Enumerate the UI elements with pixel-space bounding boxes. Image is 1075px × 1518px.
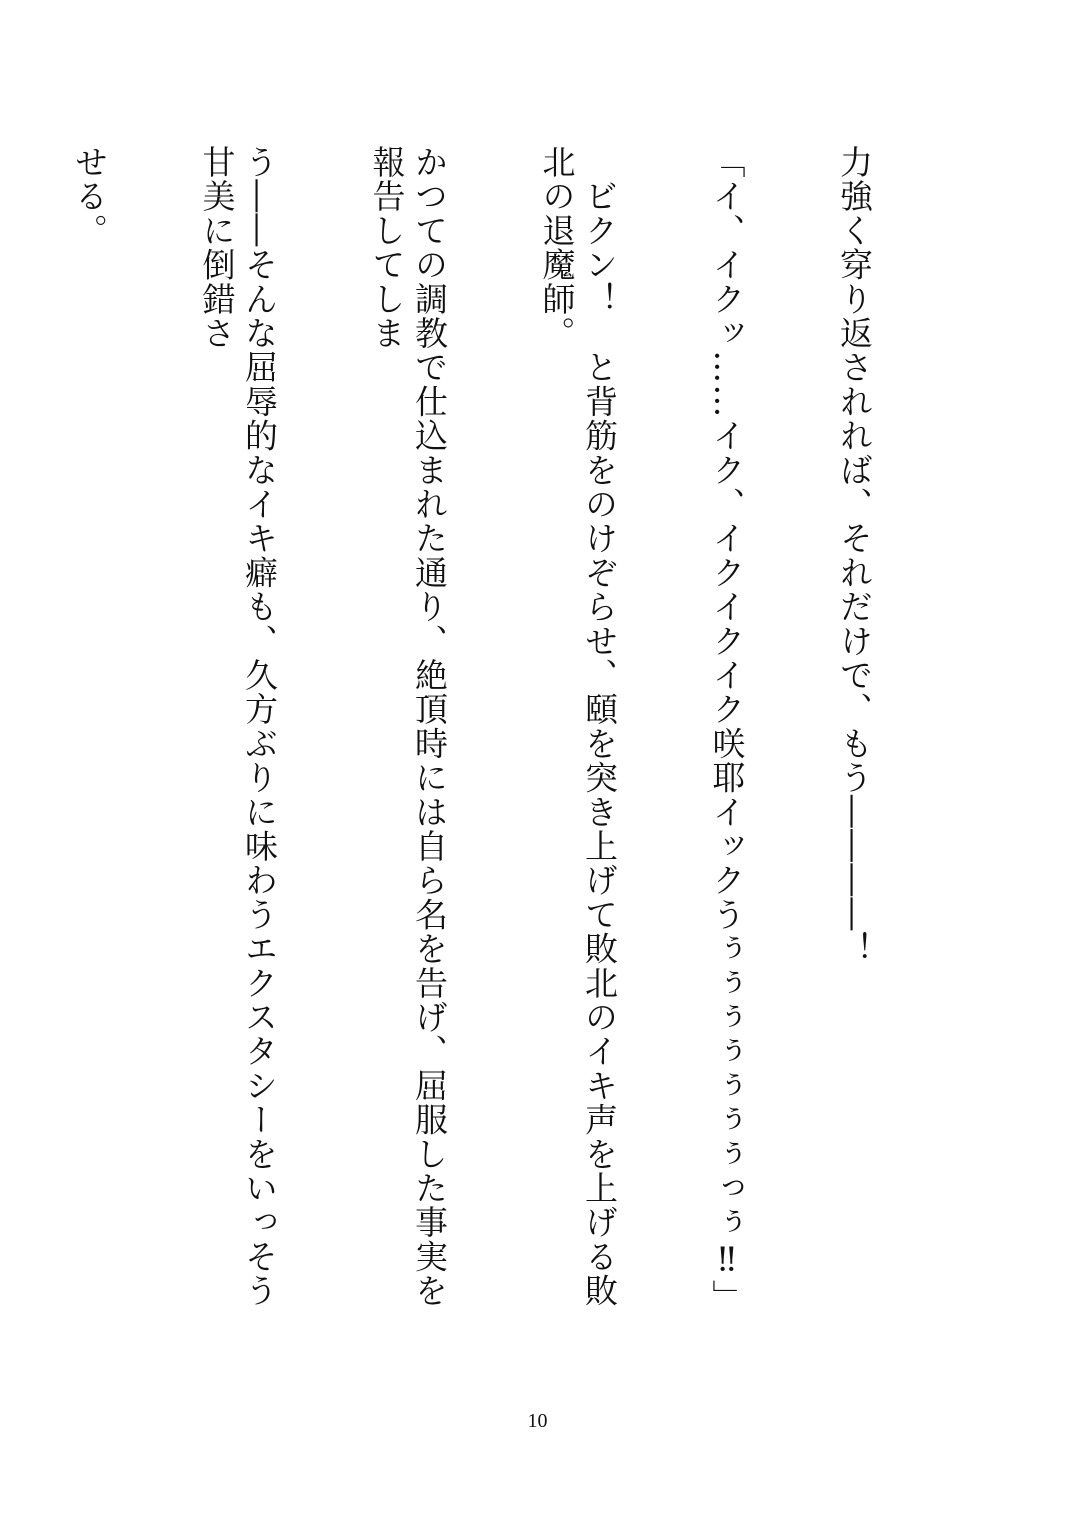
text-line-1: 力強く穿り返されれば、それだけで、もう――――！ bbox=[835, 145, 874, 966]
text-line-4: かつての調教で仕込まれた通り、絶頂時には自ら名を告げ、屈服した事実を報告してしま bbox=[367, 145, 449, 1308]
text-line-6: せる。 bbox=[70, 145, 109, 248]
text-line-5: う――そんな屈辱的なイキ癖も、久方ぶりに味わうエクスタシーをいっそう甘美に倒錯さ bbox=[197, 145, 279, 1308]
text-line-2: 「イ、イクッ……イク、イクイクイク咲耶イックうぅぅぅぅぅぅぅっぅ‼」 bbox=[707, 145, 747, 1314]
page-number: 10 bbox=[527, 1410, 548, 1432]
text-line-3: ビクン！ と背筋をのけぞらせ、頤を突き上げて敗北のイキ声を上げる敗北の退魔師。 bbox=[537, 145, 619, 1308]
vertical-text-body bbox=[70, 145, 960, 1314]
